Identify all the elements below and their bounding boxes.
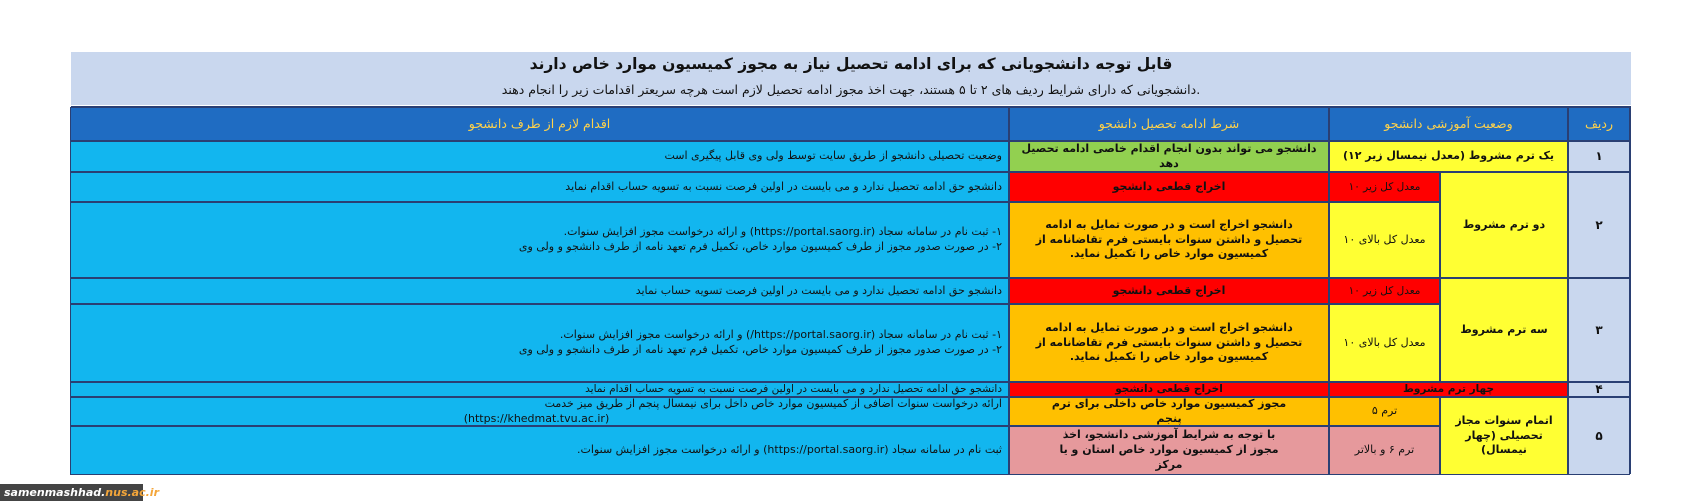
action-cell: دانشجو حق ادامه تحصیل ندارد و می بایست در اولین فرصت تسویه حساب نماید	[70, 278, 1009, 304]
action-cell	[70, 397, 1009, 426]
action-cell	[70, 304, 1009, 382]
condition-cell: دانشجو اخراج است و در صورت تمایل به ادامه تحصیل و داشتن سنوات بایستی فرم تقاضانامه از کمیسیون موارد خاص را تکمیل نماید.	[1009, 304, 1329, 382]
action-line: ۲- در صورت صدور مجوز از طرف کمیسیون موارد خاص، تکمیل فرم تعهد نامه از طرف دانشجو و ولی وی	[518, 240, 1002, 253]
sub-status-cell: معدل کل بالای ۱۰	[1329, 304, 1440, 382]
sub-status-cell: معدل کل زیر ۱۰	[1329, 172, 1440, 202]
action-line: ارائه درخواست سنوات اضافی از کمیسیون موارد خاص داخل برای نیمسال پنجم از طریق میز خدمت	[544, 397, 1002, 410]
action-cell	[70, 202, 1009, 278]
col-header-status: وضعیت آموزشی دانشجو	[1329, 107, 1568, 141]
col-header-action: اقدام لازم از طرف دانشجو	[70, 107, 1009, 141]
row-number: ۲	[1568, 172, 1630, 278]
col-header-condition: شرط ادامه تحصیل دانشجو	[1009, 107, 1329, 141]
action-cell: دانشجو حق ادامه تحصیل ندارد و می بایست در اولین فرصت نسبت به تسویه حساب اقدام نماید	[70, 172, 1009, 202]
row-number: ۳	[1568, 278, 1630, 382]
status-cell: یک ترم مشروط (معدل نیمسال زیر ۱۲)	[1329, 141, 1568, 172]
condition-cell: دانشجو می تواند بدون انجام اقدام خاصی ادامه تحصیل دهد	[1009, 141, 1329, 172]
sub-status-cell: معدل کل زیر ۱۰	[1329, 278, 1440, 304]
header-banner	[71, 52, 1631, 105]
watermark-main: samenmashhad.	[4, 486, 106, 499]
status-cell: دو ترم مشروط	[1440, 172, 1568, 278]
condition-cell: مجوز کمیسیون موارد خاص داخلی برای ترم پنجم	[1009, 397, 1329, 426]
sub-status-cell: ترم ۶ و بالاتر	[1329, 426, 1440, 475]
condition-cell: با توجه به شرایط آموزشی دانشجو، اخذ مجوز از کمیسیون موارد خاص استان و یا مرکز	[1009, 426, 1329, 475]
col-header-row: ردیف	[1568, 107, 1630, 141]
sub-status-cell: معدل کل بالای ۱۰	[1329, 202, 1440, 278]
action-cell: دانشجو حق ادامه تحصیل ندارد و می بایست در اولین فرصت نسبت به تسویه حساب اقدام نماید	[70, 382, 1009, 397]
status-cell: چهار ترم مشروط	[1329, 382, 1568, 397]
watermark-accent: nus.ac.ir	[105, 486, 160, 499]
action-line: ۱- ثبت نام در سامانه سجاد (https://portal.saorg.ir) و ارائه درخواست مجوز افزایش سنوات.	[563, 225, 1002, 239]
condition-cell: دانشجو اخراج است و در صورت تمایل به ادامه تحصیل و داشتن سنوات بایستی فرم تقاضانامه از کمیسیون موارد خاص را تکمیل نماید.	[1009, 202, 1329, 278]
row-number: ۵	[1568, 397, 1630, 475]
page-title: قابل توجه دانشجویانی که برای ادامه تحصیل نیاز به مجوز کمیسیون موارد خاص دارند	[529, 55, 1173, 73]
condition-cell: اخراج قطعی دانشجو	[1009, 382, 1329, 397]
status-cell: اتمام سنوات مجاز تحصیلی (چهار نیمسال)	[1440, 397, 1568, 475]
action-cell: ثبت نام در سامانه سجاد (https://portal.saorg.ir) و ارائه درخواست مجوز افزایش سنوات.	[70, 426, 1009, 475]
status-cell: سه ترم مشروط	[1440, 278, 1568, 382]
row-number: ۴	[1568, 382, 1630, 397]
sub-status-cell: ترم ۵	[1329, 397, 1440, 426]
rules-table	[71, 106, 1631, 474]
condition-cell: اخراج قطعی دانشجو	[1009, 172, 1329, 202]
action-line: ۱- ثبت نام در سامانه سجاد (https://portal.saorg.ir/) و ارائه درخواست مجوز افزایش سنوات.	[559, 328, 1002, 342]
action-link[interactable]: (https://khedmat.tvu.ac.ir)	[463, 411, 610, 425]
condition-cell: اخراج قطعی دانشجو	[1009, 278, 1329, 304]
action-line: ۲- در صورت صدور مجوز از طرف کمیسیون موارد خاص، تکمیل فرم تعهد نامه از طرف دانشجو و ولی وی	[518, 343, 1002, 356]
page-subtitle: دانشجویانی که دارای شرایط ردیف های ۲ تا ۵ هستند، جهت اخذ مجوز ادامه تحصیل لازم است هرچه سریعتر اقدامات زیر را انجام دهند.	[501, 82, 1201, 97]
site-watermark	[0, 484, 160, 501]
action-cell: وضعیت تحصیلی دانشجو از طریق سایت توسط ولی وی قابل پیگیری است	[70, 141, 1009, 172]
row-number: ۱	[1568, 141, 1630, 172]
